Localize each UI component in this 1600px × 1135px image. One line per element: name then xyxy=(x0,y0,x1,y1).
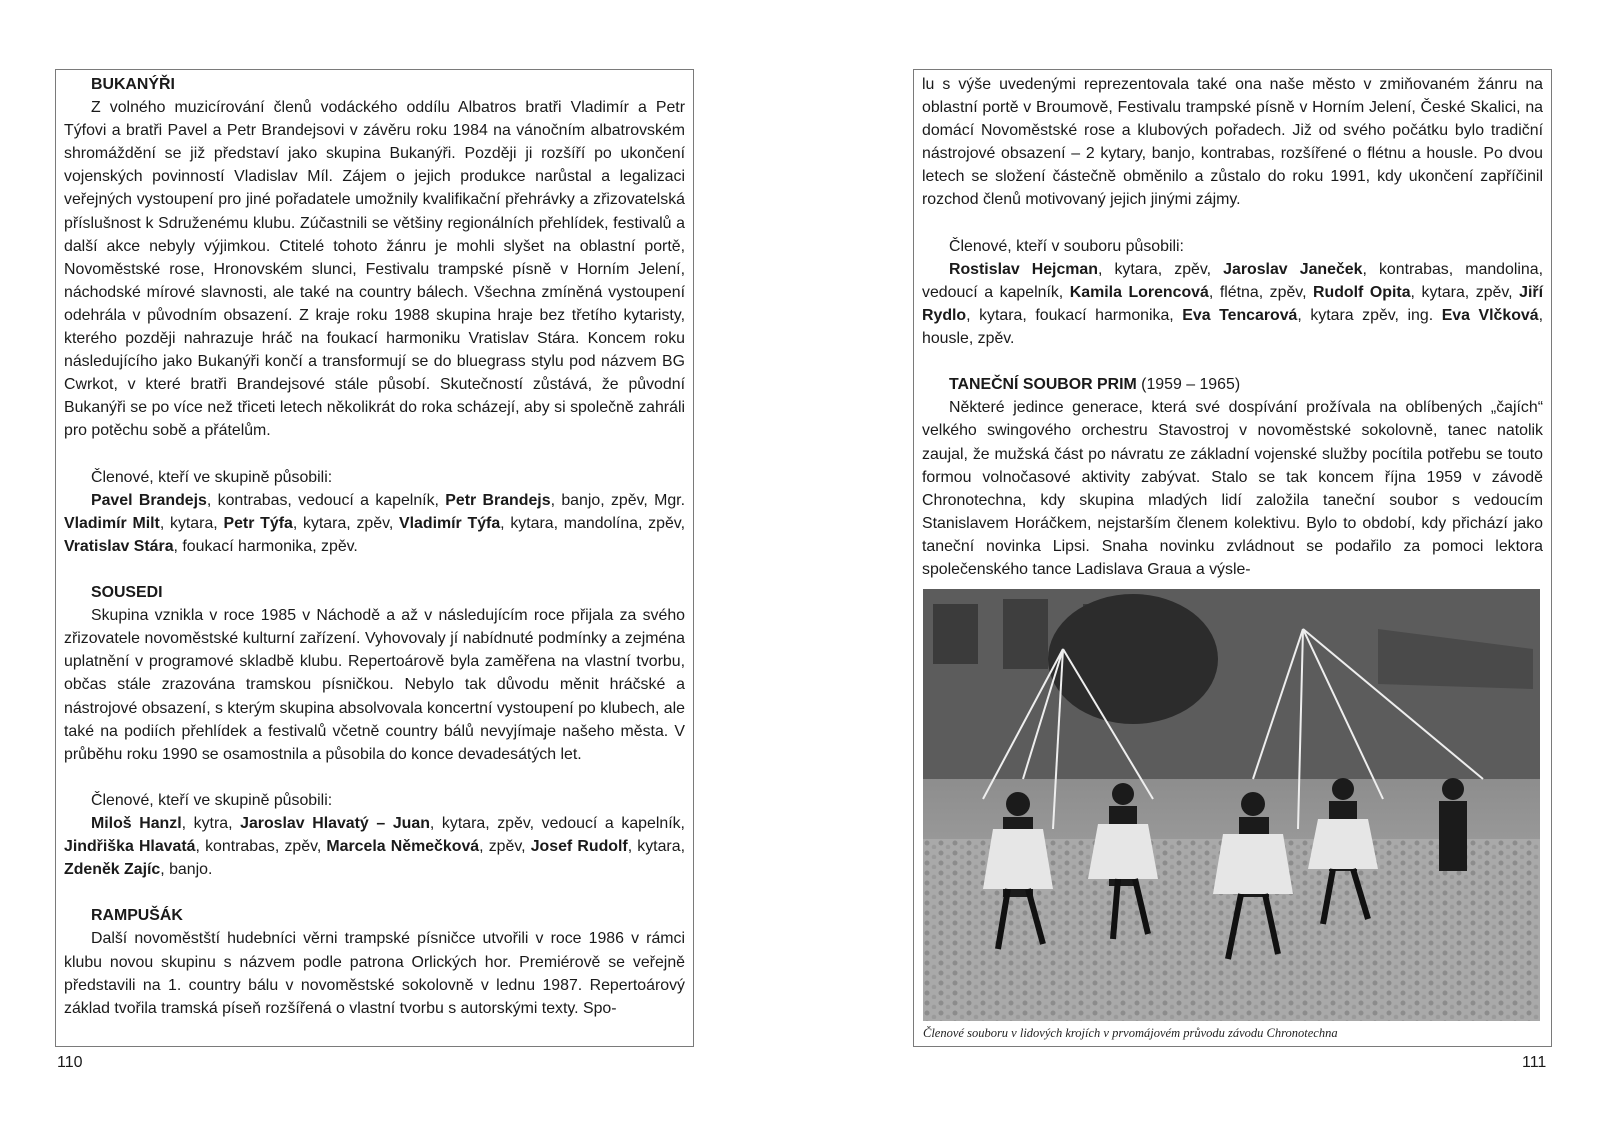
section-heading-sousedi: SOUSEDI xyxy=(91,584,163,602)
rampusak-continuation: lu s výše uvedenými reprezentovala také ona naše město v zmiňovaném žánru na oblastní portě v Broumově, Festivalu trampské písně v Horním Jelení, České Skalici, na domácí Novoměstské rose a klubových pořadech. Již od svého počátku bylo tradiční nástrojové obsazení – 2 kytary, banjo, kontrabas, rozšířené o flétnu a housle. Po dvou letech se složení částečně obměnilo a zůstalo do roku 1991, kdy ukončení zapříčinil rozchod členů motivovaný jejich jinými zájmy. xyxy=(922,76,1543,209)
page-number-right: 111 xyxy=(1522,1054,1547,1071)
prim-paragraph: Některé jedince generace, která své dospívání prožívala na oblíbených „čajích“ velkého swingového orchestru Stavostroj v novoměstské sokolovně, tanec natolik zaujal, že mužská část po návratu ze základní vojenské služby pocítila potřebu se touto formou volnočasové aktivity zabývat. Stalo se tak koncem října 1959 v závodě Chronotechna, kdy skupina mladých lidí založila taneční soubor s vedoucím Stanislavem Horáčkem, nejstarším členem kolektivu. Bylo to období, kdy přichází jako taneční novinka Lipsi. Snaha novinku zvládnout se podařilo za pomoci lektora společenského tance Ladislava Graua a výsle- xyxy=(922,399,1543,578)
sousedi-members: Miloš Hanzl, kytra, Jaroslav Hlavatý – Juan, kytara, zpěv, vedoucí a kapelník, Jindřiška Hlavatá, kontrabas, zpěv, Marcela Němečková, zpěv, Josef Rudolf, kytara, Zdeněk Zajíc, banjo. xyxy=(64,815,685,879)
photo-caption: Členové souboru v lidových krojích v prvomájovém průvodu závodu Chronotechna xyxy=(923,1026,1338,1040)
photo-folk-dancers xyxy=(923,589,1540,1021)
right-page-text xyxy=(922,73,1543,581)
section-heading-rampusak: RAMPUŠÁK xyxy=(91,907,183,925)
section-heading-prim: TANEČNÍ SOUBOR PRIM (1959 – 1965) xyxy=(949,376,1241,394)
bukanyri-members: Pavel Brandejs, kontrabas, vedoucí a kapelník, Petr Brandejs, banjo, zpěv, Mgr. Vladimír Milt, kytara, Petr Týfa, kytara, zpěv, Vladimír Týfa, kytara, mandolína, zpěv, Vratislav Stára, foukací harmonika, zpěv. xyxy=(64,491,685,555)
bukanyri-paragraph: Z volného muzicírování členů vodáckého oddílu Albatros bratři Vladimír a Petr Týfovi a bratři Pavel a Petr Brandejsovi v závěru roku 1984 na vánočním albatrovském shromáždění se již představí jako skupina Bukanýři. Později ji rozšíří po ukončení vojenských povinností Vladislav Míl. Zájem o jejich produkce narůstal a legalizaci veřejných vystoupení pro jiné pořadatele umožnily kvalifikační přehrávky a zřizovatelská příslušnost k Sdruženému klubu. Zúčastnili se většiny regionálních přehlídek, festivalů a další akce nebyly výjimkou. Ctitelé tohoto žánru je mohli slyšet na oblastní portě, Novoměstské rose, Hronovském slunci, Festivalu trampské písně v Horním Jelení, náchodské mírové slavnosti, ale také na country bálech. Všechna zmíněná vystoupení odehrála v původním obsazení. Z kraje roku 1988 skupina hraje bez třetího kytaristy, kterého později nahrazuje hráč na foukací harmoniku Vratislav Stára. Koncem roku následujícího jako Bukanýři končí a transformují se do bluegrass stylu pod názvem BG Cwrkot, v které bratři Brandejsové stále působí. Skutečností zůstává, že původní Bukanýři se po více než třiceti letech několikrát do roka scházejí, aby si společně zahráli pro potěchu sobě a přátelům. xyxy=(64,99,685,440)
rampusak-paragraph: Další novoměstští hudebníci věrni trampské písničce utvořili v roce 1986 v rámci klubu novou skupinu s názvem podle patrona Orlických hor. Premiérově se veřejně představili na 1. country bálu v novoměstské sokolovně v lednu 1987. Repertoárový základ tvořila tramská píseň rozšířená o vlastní tvorbu s autorskými texty. Spo- xyxy=(64,930,685,1017)
left-page-text xyxy=(64,73,685,1020)
page-number-left: 110 xyxy=(57,1054,83,1071)
section-heading-bukanyri: BUKANÝŘI xyxy=(91,76,175,93)
rampusak-members-intro: Členové, kteří v souboru působili: xyxy=(949,237,1184,255)
sousedi-paragraph: Skupina vznikla v roce 1985 v Náchodě a až v následujícím roce přijala za svého zřizovatele novoměstské kulturní zařízení. Vyhovovaly jí nabídnuté podmínky a zejména uplatnění v programové skladbě klubu. Repertoárově byla zaměřena na vlastní tvorbu, občas stále zrazována tramskou písničkou. Nebylo tak důvodu měnit hráčské a nástrojové obsazení, s kterým skupina absolvovala koncertní vystoupení po klubech, ale také na podiích přehlídek a festivalů včetně country bálů nevyjímaje našeho města. V průběhu roku 1990 se osamostnila a působila do konce devadesátých let. xyxy=(64,607,685,763)
sousedi-members-intro: Členové, kteří ve skupině působili: xyxy=(91,791,333,809)
bukanyri-members-intro: Členové, kteří ve skupině působili: xyxy=(91,468,333,486)
rampusak-members: Rostislav Hejcman, kytara, zpěv, Jaroslav Janeček, kontrabas, mandolina, vedoucí a kapelník, Kamila Lorencová, flétna, zpěv, Rudolf Opita, kytara, zpěv, Jiří Rydlo, kytara, foukací harmonika, Eva Tencarová, kytara zpěv, ing. Eva Vlčková, housle, zpěv. xyxy=(922,260,1543,348)
